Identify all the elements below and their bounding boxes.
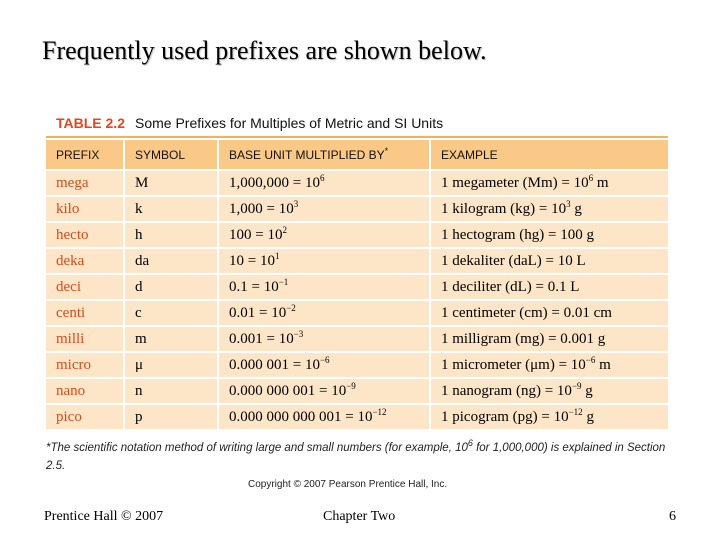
cell-text: kilo (56, 200, 80, 217)
table-body (46, 170, 668, 429)
table-row (46, 352, 668, 378)
multiplier-cell (218, 196, 430, 222)
example-cell (430, 352, 668, 378)
multiplier-cell (218, 300, 430, 326)
exponent: −6 (585, 354, 596, 365)
example-cell (430, 274, 668, 300)
slide-title: Frequently used prefixes are shown below. (42, 36, 487, 65)
footer-page-number: 6 (669, 509, 676, 524)
table-row (46, 300, 668, 326)
table-header-row (46, 140, 668, 170)
exponent: −6 (319, 354, 330, 365)
prefix-cell (46, 248, 124, 274)
exponent: 6 (588, 172, 594, 183)
cell-text: n (135, 382, 143, 399)
example-cell (430, 196, 668, 222)
table-caption (56, 115, 443, 131)
cell-text: micro (56, 356, 91, 373)
table-caption-text: Some Prefixes for Multiples of Metric and SI Units (134, 115, 444, 131)
footnote-post: for 1,000,000) is explained in Section 2.5. (46, 442, 666, 472)
symbol-cell (124, 326, 218, 352)
table-row (46, 170, 668, 196)
prefix-cell (46, 378, 124, 404)
cell-text: deci (56, 278, 81, 295)
exponent: −12 (372, 406, 387, 417)
exponent: −9 (571, 380, 582, 391)
prefix-cell (46, 326, 124, 352)
multiplier-cell (218, 248, 430, 274)
example-cell (430, 170, 668, 196)
cell-text: m (593, 174, 609, 191)
footer-chapter: Chapter Two (323, 509, 396, 524)
table-row (46, 326, 668, 352)
header-example: EXAMPLE (430, 140, 668, 170)
cell-text: 1 kilogram (kg) = 10 (441, 200, 567, 217)
multiplier-cell (218, 378, 430, 404)
symbol-cell (124, 300, 218, 326)
cell-text: hecto (56, 226, 89, 243)
exponent: 1 (274, 250, 280, 261)
symbol-cell (124, 274, 218, 300)
exponent: 3 (566, 198, 571, 209)
table-row (46, 248, 668, 274)
cell-text: nano (56, 382, 86, 399)
symbol-cell (124, 404, 218, 429)
prefix-cell (46, 196, 124, 222)
cell-text: g (581, 382, 593, 399)
cell-text: centi (56, 304, 86, 321)
cell-text: p (135, 408, 143, 425)
multiplier-cell (218, 222, 430, 248)
cell-text: pico (56, 408, 82, 425)
symbol-cell (124, 222, 218, 248)
cell-text: h (135, 226, 143, 243)
example-cell (430, 326, 668, 352)
table-row (46, 222, 668, 248)
cell-text: m (595, 356, 611, 373)
symbol-cell (124, 248, 218, 274)
cell-text: 1 micrometer (μm) = 10 (441, 356, 586, 373)
cell-text: deka (56, 252, 85, 269)
exponent: −2 (286, 302, 296, 313)
table-row (46, 196, 668, 222)
cell-text: 1,000,000 = 10 (229, 174, 320, 191)
header-base-unit (218, 140, 430, 170)
table-footnote (46, 439, 676, 475)
cell-text: 0.000 000 001 = 10 (229, 382, 347, 399)
cell-text: 1 centimeter (cm) = 0.01 cm (441, 304, 612, 321)
cell-text: 1 dekaliter (daL) = 10 L (441, 252, 586, 269)
symbol-cell (124, 170, 218, 196)
symbol-cell (124, 196, 218, 222)
cell-text: g (582, 408, 594, 425)
prefix-cell (46, 222, 124, 248)
prefix-cell (46, 274, 124, 300)
copyright-notice: Copyright © 2007 Pearson Prentice Hall, Inc. (248, 479, 448, 490)
cell-text: 10 = 10 (229, 252, 275, 269)
multiplier-cell (218, 170, 430, 196)
cell-text: m (135, 330, 147, 347)
cell-text: 1 deciliter (dL) = 0.1 L (441, 278, 580, 295)
exponent: 2 (282, 224, 287, 235)
cell-text: 0.1 = 10 (229, 278, 279, 295)
table-row (46, 274, 668, 300)
cell-text: 1 milligram (mg) = 0.001 g (441, 330, 606, 347)
cell-text: c (135, 304, 142, 321)
example-cell (430, 378, 668, 404)
cell-text: 0.001 = 10 (229, 330, 294, 347)
footer-publisher: Prentice Hall © 2007 (44, 509, 164, 524)
cell-text: 0.000 000 000 001 = 10 (229, 408, 373, 425)
symbol-cell (124, 352, 218, 378)
exponent: −12 (568, 406, 583, 417)
prefix-table (46, 140, 668, 429)
table-row (46, 404, 668, 429)
cell-text: mega (56, 174, 89, 191)
exponent: −1 (278, 276, 289, 287)
footnote-exponent: 6 (467, 438, 473, 449)
cell-text: k (135, 200, 143, 217)
exponent: 6 (319, 172, 325, 183)
cell-text: 100 = 10 (229, 226, 283, 243)
multiplier-cell (218, 274, 430, 300)
exponent: 3 (293, 198, 299, 209)
cell-text: M (135, 174, 149, 191)
cell-text: d (135, 278, 143, 295)
multiplier-cell (218, 352, 430, 378)
prefix-cell (46, 352, 124, 378)
exponent: −9 (346, 380, 356, 391)
header-base-unit-label: BASE UNIT MULTIPLIED BY (229, 147, 385, 162)
table-number: TABLE 2.2 (56, 115, 125, 131)
table-row (46, 378, 668, 404)
example-cell (430, 300, 668, 326)
footnote-pre: *The scientific notation method of writing large and small numbers (for example, 10 (46, 442, 468, 454)
table-top-rule (46, 136, 668, 138)
header-prefix: PREFIX (46, 140, 124, 170)
cell-text: 1 nanogram (ng) = 10 (441, 382, 572, 399)
example-cell (430, 222, 668, 248)
example-cell (430, 404, 668, 429)
header-base-unit-footnote-mark: * (384, 145, 389, 156)
cell-text: μ (135, 356, 144, 373)
cell-text: 1,000 = 10 (229, 200, 294, 217)
multiplier-cell (218, 326, 430, 352)
prefix-cell (46, 170, 124, 196)
header-symbol: SYMBOL (124, 140, 218, 170)
cell-text: g (570, 200, 582, 217)
prefix-cell (46, 300, 124, 326)
cell-text: 0.01 = 10 (229, 304, 287, 321)
cell-text: 0.000 001 = 10 (229, 356, 320, 373)
multiplier-cell (218, 404, 430, 429)
prefix-cell (46, 404, 124, 429)
example-cell (430, 248, 668, 274)
exponent: −3 (293, 328, 304, 339)
cell-text: 1 picogram (pg) = 10 (441, 408, 569, 425)
cell-text: 1 hectogram (hg) = 100 g (441, 226, 595, 243)
symbol-cell (124, 378, 218, 404)
cell-text: da (135, 252, 150, 269)
cell-text: 1 megameter (Mm) = 10 (441, 174, 589, 191)
cell-text: milli (56, 330, 85, 347)
